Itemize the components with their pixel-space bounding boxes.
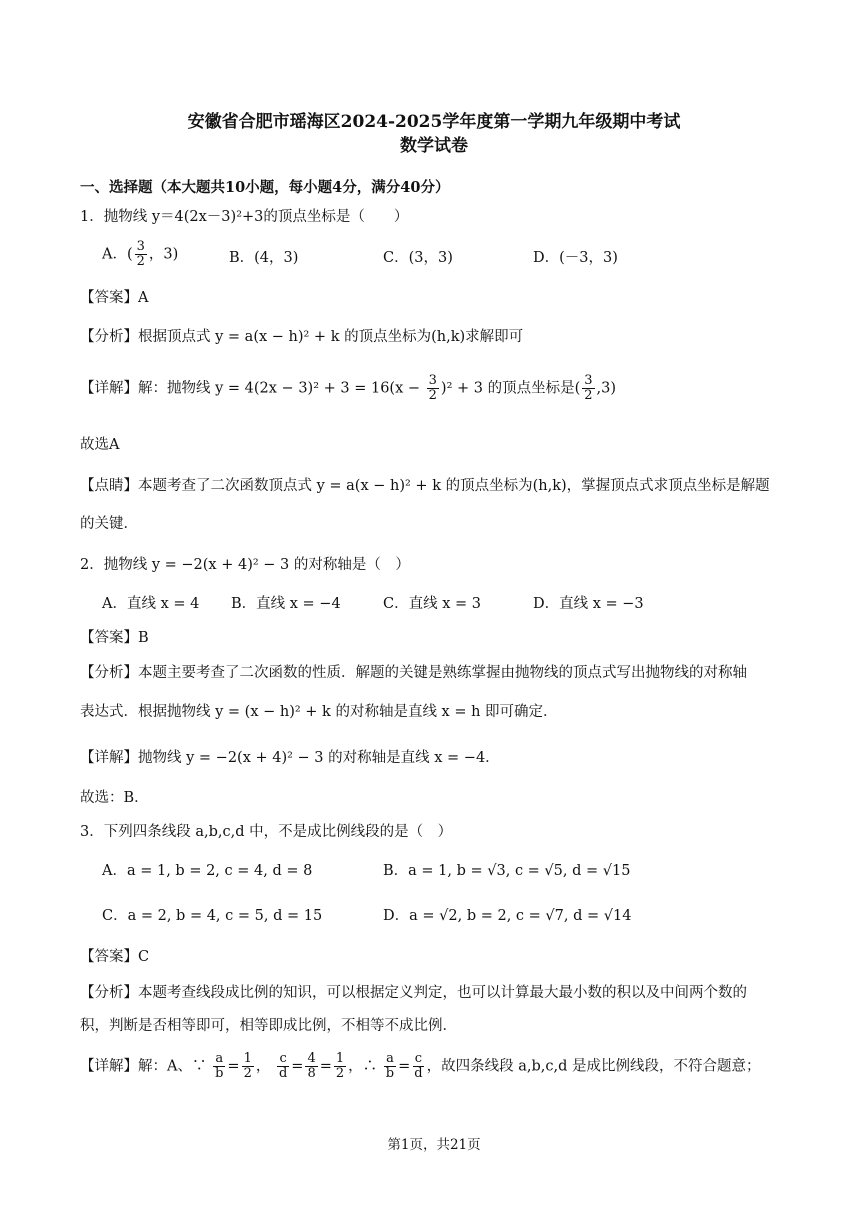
q2-answer: 【答案】B: [80, 630, 149, 646]
q3-detail: 【详解】解：A、∵ $\frac{a}{b}$ = $\frac{1}{2}$ ， $\frac{c}{d}$ = $\frac{4}{8}$ = $\frac{1}{2}$ ，∴ $\frac{a}{b}$ = $\frac{c}{d}$ ，故四条线段 a,b,c,d 是成比例线段，不符合题意；: [80, 1051, 761, 1081]
fraction: $\frac{4}{8}$: [307, 1051, 316, 1081]
q3-answer: 【答案】C: [80, 949, 150, 965]
q3-analysis: 【分析】本题考查线段成比例的知识，可以根据定义判定，也可以计算最大最小数的积以及中间两个数的: [80, 985, 747, 1001]
q3-option-c: C．a = 2, b = 4, c = 5, d = 15: [102, 908, 323, 924]
q1-detail: 【详解】解：抛物线 y = 4(2x − 3)² + 3 = 16(x − $\frac{3}{2}$ )² + 3 的顶点坐标是( $\frac{3}{2}$ ,3): [80, 373, 617, 403]
fraction: $\frac{c}{d}$: [414, 1051, 423, 1081]
q2-option-d: D．直线 x = −3: [533, 596, 644, 612]
fraction: $\frac{1}{2}$: [335, 1051, 345, 1081]
q2-option-b: B．直线 x = −4: [231, 596, 341, 612]
q3-analysis-cont: 积，判断是否相等即可，相等即成比例，不相等不成比例．: [80, 1018, 457, 1034]
q3-option-a: A．a = 1, b = 2, c = 4, d = 8: [102, 863, 313, 879]
fraction: $\frac{a}{b}$: [215, 1051, 224, 1081]
q1-option-a: A．( $\frac{3}{2}$ ，3): [102, 239, 179, 269]
question-3-stem: 3．下列四条线段 a,b,c,d 中，不是成比例线段的是（ ）: [80, 824, 453, 840]
question-1-stem: 1．抛物线 y＝4(2x－3)²+3的顶点坐标是（ ）: [80, 209, 409, 225]
q2-detail: 【详解】抛物线 y = −2(x + 4)² − 3 的对称轴是直线 x = −4．: [80, 750, 500, 766]
exam-title: 安徽省合肥市瑶海区2024-2025学年度第一学期九年级期中考试: [187, 112, 681, 132]
q1-option-d: D．(－3，3): [533, 250, 618, 266]
fraction: $\frac{a}{b}$: [385, 1051, 395, 1081]
fraction: $\frac{c}{d}$: [278, 1051, 288, 1081]
q1-analysis: 【分析】根据顶点式 y = a(x − h)² + k 的顶点坐标为(h,k)求解即可: [80, 329, 524, 345]
fraction: $\frac{3}{2}$: [584, 373, 593, 403]
fraction: $\frac{1}{2}$: [243, 1051, 252, 1081]
q2-option-a: A．直线 x = 4: [102, 596, 200, 612]
q1-comment: 【点睛】本题考查了二次函数顶点式 y = a(x − h)² + k 的顶点坐标为(h,k)，掌握顶点式求顶点坐标是解题: [80, 478, 770, 494]
q2-option-c: C．直线 x = 3: [383, 596, 481, 612]
q3-option-b: B．a = 1, b = √3, c = √5, d = √15: [383, 863, 631, 879]
fraction: $\frac{3}{2}$: [136, 239, 145, 269]
exam-subtitle: 数学试卷: [400, 136, 468, 156]
fraction: $\frac{3}{2}$: [428, 373, 437, 403]
q1-choose: 故选A: [80, 437, 120, 453]
q1-option-c: C．(3，3): [383, 250, 453, 266]
q1-option-b: B．(4，3): [229, 250, 299, 266]
section-heading: 一、选择题（本大题共10小题，每小题4分，满分40分）: [80, 179, 450, 196]
q1-comment-cont: 的关键．: [80, 516, 138, 532]
page-footer: 第1页，共21页: [387, 1137, 481, 1153]
q2-choose: 故选：B．: [80, 790, 149, 806]
q2-analysis: 【分析】本题主要考查了二次函数的性质．解题的关键是熟练掌握由抛物线的顶点式写出抛物线的对称轴: [80, 665, 747, 681]
q1-answer: 【答案】A: [80, 290, 149, 306]
question-2-stem: 2．抛物线 y = −2(x + 4)² − 3 的对称轴是（ ）: [80, 557, 410, 573]
q2-analysis-cont: 表达式．根据抛物线 y = (x − h)² + k 的对称轴是直线 x = h 即可确定．: [80, 704, 558, 720]
q3-option-d: D．a = √2, b = 2, c = √7, d = √14: [383, 908, 632, 924]
